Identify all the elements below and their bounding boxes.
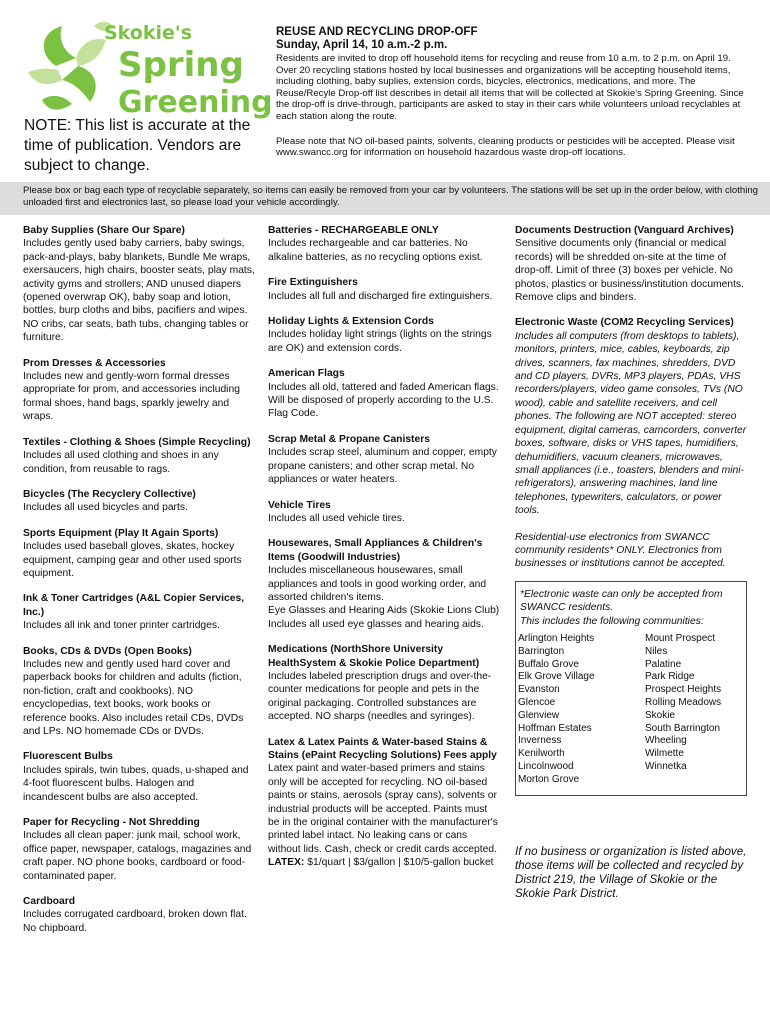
instructions-banner: Please box or bag each type of recyclable separately, so items can easily be removed from your car by volunteers. The stations will be set up in the order below, with clothing unloaded first and electronics last, so please load your vehicle accordingly.	[0, 182, 770, 215]
list-item	[515, 224, 747, 304]
spring-greening-logo	[18, 14, 273, 120]
item-body: Includes rechargeable and car batteries. No alkaline batteries, as no recycling options exist.	[268, 238, 483, 263]
community: Evanston	[518, 684, 560, 696]
column-2	[268, 224, 500, 882]
community: Elk Grove Village	[518, 671, 595, 683]
community: Hoffman Estates	[518, 722, 592, 734]
item-body: Includes used baseball gloves, skates, hockey equipment, camping gear and other used sports equipment.	[23, 541, 242, 579]
item-title: Batteries - RECHARGEABLE ONLY	[268, 225, 439, 236]
recycle-leaf-icon	[18, 14, 273, 120]
item-body: Includes holiday light strings (lights on the strings are OK) and extension cords.	[268, 329, 492, 354]
header-block	[276, 26, 752, 159]
item-body: Includes all old, tattered and faded American flags. Will be disposed of properly according to the U.S. Flag Code.	[268, 381, 499, 420]
header-paragraph-1: Residents are invited to drop off household items for recycling and reuse from 10 a.m. to 2 p.m. on April 19. Over 20 recycling stations hosted by local businesses and organizations will be accepting household items, including clothing, baby suplies, extension cords, bicycles, electronics, medications, and more. The Reuse/Recyle Drop-off list describes in detail all items that will be collected at Skokie's Spring Greening. Since the drop-off is drive-through, participants are asked to stay in their cars while volunteers unload recyclables at each station along the route.	[276, 53, 744, 122]
item-title: Fluorescent Bulbs	[23, 751, 113, 763]
header-date: Sunday, April 14, 10 a.m.-2 p.m.	[276, 39, 448, 51]
community: Wilmette	[645, 748, 684, 760]
item-title: Fire Extinguishers	[268, 277, 358, 289]
community: Lincolnwood	[518, 760, 574, 772]
item-title: Holiday Lights & Extension Cords	[268, 316, 434, 328]
item-body: Includes labeled prescription drugs and over-the-counter medications for people and pets in the original packaging. Controlled substances are accepted. NO sharps (needles and syringes).	[268, 670, 492, 723]
item-body: Includes all used clothing and shoes in any condition, from reusable to rags.	[23, 450, 219, 475]
community: Skokie	[645, 709, 676, 721]
community: Glencoe	[518, 696, 556, 708]
residential-electronics-note: Residential-use electronics from SWANCC community residents* ONLY. Electronics from businesses or institutions cannot be accepted.	[515, 531, 726, 570]
latex-fees	[268, 856, 500, 869]
community: Prospect Heights	[645, 684, 722, 696]
list-item	[268, 433, 500, 487]
item-body: Sensitive documents only (financial or medical records) will be shredded on-site at the time of drop-off. Limit of three (3) boxes per vehicle. No photos, plastics or business/institution documents. Remove clips and binders.	[515, 238, 744, 304]
item-title: Cardboard	[23, 896, 76, 908]
item-title: Documents Destruction (Vanguard Archives)	[515, 225, 734, 236]
item-body: Latex paint and water-based primers and stains only will be accepted for recycling. NO oil-based paints or stains, aerosols (spray cans), solvents or industrial products will be accepted. Paints must be in the original container with the manufacturer's printed label intact. No leaking cans or cans without lids. Cash, check or credit cards accepted.	[268, 763, 498, 855]
list-item	[23, 224, 255, 345]
community: Niles	[645, 645, 668, 657]
ewaste-note-header: *Electronic waste can only be accepted from SWANCC residents. This includes the following communities:	[520, 588, 723, 627]
item-body: Includes spirals, twin tubes, quads, u-shaped and 4-foot fluorescent bulbs. Halogen and incandescent bulbs are also accepted.	[23, 764, 249, 803]
item-title: American Flags	[268, 368, 345, 380]
item-title: Scrap Metal & Propane Canisters	[268, 433, 430, 445]
latex-fees-label: LATEX:	[268, 857, 305, 869]
item-title: Textiles - Clothing & Shoes (Simple Recycling)	[23, 436, 251, 448]
column-3	[515, 224, 747, 902]
list-item	[23, 750, 255, 804]
list-item	[268, 367, 500, 421]
list-item	[23, 436, 255, 476]
item-title: Electronic Waste (COM2 Recycling Services)	[515, 317, 734, 329]
logo-line1: Skokie's	[104, 22, 193, 44]
communities-list	[520, 633, 740, 787]
list-item	[268, 537, 500, 631]
item-body: Includes all full and discharged fire extinguishers.	[268, 290, 493, 302]
header-paragraph-2: Please note that NO oil-based paints, solvents, cleaning products or pesticides will be accepted. Please visit www.swancc.org for information on household hazardous waste drop-off locations.	[276, 135, 735, 159]
item-body: Includes miscellaneous housewares, small appliances and tools in good working order, and assorted children's items. Eye Glasses and Hearing Aids (Skokie Lions Club) Includes all used eye glasses and hearing aids.	[268, 565, 500, 630]
list-item	[515, 316, 747, 570]
community: Wheeling	[645, 735, 687, 747]
community: South Barrington	[645, 722, 721, 734]
item-title: Housewares, Small Appliances & Children's Items (Goodwill Industries)	[268, 538, 483, 563]
communities-left	[518, 633, 645, 787]
item-title: Baby Supplies (Share Our Spare)	[23, 225, 185, 236]
community: Glenview	[518, 709, 560, 721]
item-body: Includes all computers (from desktops to tablets), monitors, printers, mice, cables, keyboards, zip drives, scanners, fax machines, shredders, DVD and CD players, DVRs, MP3 players, PDAs, VHS recorders/players, video game consoles, TVs (NO wood), cable and satellite receivers, and cell phones. The following are NOT accepted: stereo equipment, digital cameras, camcorders, converter boxes, software, disks or VHS tapes, humidifiers, dehumidifiers, vacuum cleaners, microwaves, small appliances (i.e., toasters, blenders and mini-refrigerators), answering machines, land line telephones, typewriters, calculators, or power tools.	[515, 330, 747, 517]
item-title: Books, CDs & DVDs (Open Books)	[23, 645, 192, 657]
ewaste-communities-box	[515, 581, 747, 796]
item-body: Includes all used bicycles and parts.	[23, 502, 188, 514]
item-body: Includes new and gently-worn formal dresses appropriate for prom, and accessories including formal shoes, hand bags, sparkly jewelry and wraps.	[23, 371, 240, 423]
community: Palatine	[645, 658, 682, 670]
item-title: Sports Equipment (Play It Again Sports)	[23, 527, 219, 539]
list-item	[23, 527, 255, 581]
community: Inverness	[518, 735, 562, 747]
list-item	[23, 895, 255, 935]
community: Morton Grove	[518, 773, 580, 785]
item-body: Includes new and gently used hard cover and paperback books for children and adults (fiction, non-fiction, craft and cookbooks). NO encyclopedias, text books, work books or reference books. Also includes retail CDs, DVDs and LPs. NO homemade CDs or DVDs.	[23, 658, 244, 737]
community: Rolling Meadows	[645, 696, 722, 708]
list-item	[268, 499, 500, 526]
item-body: Includes corrugated cardboard, broken down flat. No chipboard.	[23, 909, 247, 934]
list-item	[23, 488, 255, 515]
item-title: Vehicle Tires	[268, 499, 331, 511]
footnote: If no business or organization is listed above, those items will be collected and recycled by District 219, the Village of Skokie or the Skokie Park District.	[515, 844, 747, 901]
publication-note: NOTE: This list is accurate at the time of publication. Vendors are subject to change.	[24, 117, 251, 174]
list-item	[23, 357, 255, 424]
community: Kenilworth	[518, 748, 565, 760]
communities-right	[645, 633, 721, 787]
column-1	[23, 224, 255, 947]
community: Winnetka	[645, 760, 687, 772]
item-title: Paper for Recycling - Not Shredding	[23, 817, 200, 829]
list-item	[268, 276, 500, 303]
list-item	[268, 736, 500, 857]
item-body: Includes gently used baby carriers, baby swings, pack-and-plays, baby blankets, Bundle Me wraps, exersaucers, high chairs, booster seats, play mats, activity gyms and strollers; AND unused diapers (opened overwrap OK), baby soap and lotion, bottles, burp cloths and bibs, pacifiers and wipes. NO cribs, car seats, bath tubs, changing tables or furniture.	[23, 238, 255, 344]
list-item	[23, 816, 255, 883]
item-title: Ink & Toner Cartridges (A&L Copier Services, Inc.)	[23, 593, 245, 618]
community: Arlington Heights	[518, 632, 595, 644]
community: Barrington	[518, 645, 565, 657]
list-item	[268, 315, 500, 355]
item-body: Includes all clean paper: junk mail, school work, office paper, newspaper, catalogs, magazines and craft paper. NO phone books, cardboard or food-contaminated paper.	[23, 830, 252, 882]
community: Mount Prospect	[645, 632, 716, 644]
community: Buffalo Grove	[518, 658, 579, 670]
list-item	[268, 224, 500, 264]
logo-line2: Spring	[118, 45, 244, 85]
item-title: Bicycles (The Recyclery Collective)	[23, 488, 196, 500]
list-item	[268, 643, 500, 723]
item-title: Latex & Latex Paints & Water-based Stains & Stains (ePaint Recycling Solutions) Fees apply	[268, 736, 497, 761]
community: Park Ridge	[645, 671, 695, 683]
header-title: REUSE AND RECYCLING DROP-OFF	[276, 26, 478, 38]
item-title: Medications (NorthShore University HealthSystem & Skokie Police Department)	[268, 644, 480, 669]
logo-line3: Greening	[118, 85, 273, 120]
latex-fees-prices: $1/quart | $3/gallon | $10/5-gallon bucket	[307, 857, 494, 869]
item-title: Prom Dresses & Accessories	[23, 357, 166, 369]
item-body: Includes scrap steel, aluminum and copper, empty propane canisters; and other scrap metal. No appliances or water heaters.	[268, 447, 497, 486]
list-item	[23, 645, 255, 739]
item-body: Includes all used vehicle tires.	[268, 512, 405, 524]
item-body: Includes all ink and toner printer cartridges.	[23, 620, 220, 632]
list-item	[23, 592, 255, 632]
